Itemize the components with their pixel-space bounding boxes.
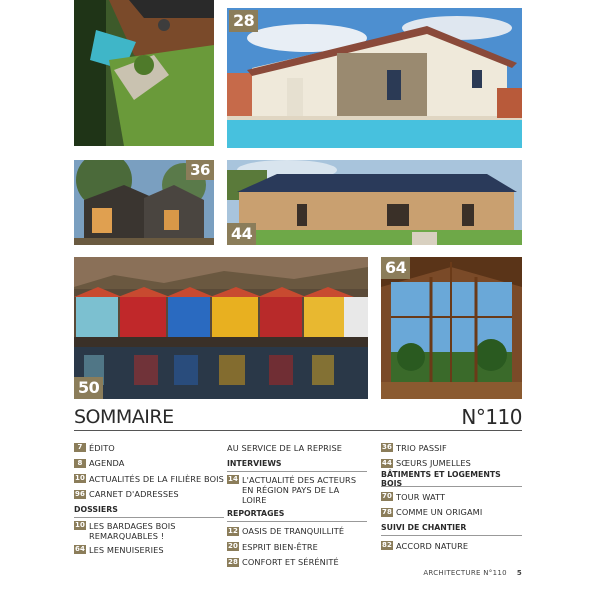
page-number: 96 <box>75 489 85 498</box>
page-number: 70 <box>382 492 392 501</box>
toc-entry[interactable] <box>227 539 367 555</box>
photo-number-badge: 28 <box>229 10 258 32</box>
toc-entry[interactable] <box>227 474 367 506</box>
toc-entry[interactable] <box>74 471 224 487</box>
page-footer <box>423 569 522 577</box>
page-number: 10 <box>75 474 85 483</box>
photo-solar-barn <box>227 160 522 245</box>
toc-label: OASIS DE TRANQUILLITÉ <box>242 526 345 537</box>
footer-publication: ARCHITECTURE N°110 <box>423 569 507 577</box>
page-number: 20 <box>228 542 238 551</box>
page-number: 36 <box>382 443 392 452</box>
section-heading: INTERVIEWS <box>227 456 367 472</box>
toc-label: CARNET D'ADRESSES <box>89 489 179 500</box>
toc-label: AGENDA <box>89 458 125 469</box>
toc-label: ACTUALITÉS DE LA FILIÈRE BOIS <box>89 473 224 484</box>
photo-boathouses <box>74 257 368 399</box>
page-number: 14 <box>228 474 238 483</box>
page-number: 82 <box>382 541 392 550</box>
page-number: 12 <box>228 526 238 535</box>
toc-entry[interactable] <box>227 555 367 571</box>
toc-entry[interactable] <box>74 542 224 558</box>
toc-column-3 <box>381 440 522 554</box>
footer-page-number: 5 <box>516 569 522 577</box>
photo-pool-terrace <box>74 0 214 146</box>
toc-entry[interactable] <box>74 520 224 542</box>
page-number: 7 <box>74 443 86 452</box>
toc-label: ESPRIT BIEN-ÊTRE <box>242 541 318 552</box>
page-number: 10 <box>75 521 85 529</box>
page-number: 64 <box>75 545 85 554</box>
page-number: 28 <box>228 557 238 566</box>
toc-label: TRIO PASSIF <box>396 442 447 453</box>
toc-label: ACCORD NATURE <box>396 540 469 551</box>
section-heading: BÂTIMENTS ET LOGEMENTS BOIS <box>381 471 522 487</box>
section-heading: REPORTAGES <box>227 506 367 522</box>
page-number: 78 <box>382 507 392 516</box>
toc-entry[interactable] <box>74 487 224 503</box>
page-title: SOMMAIRE <box>74 406 174 428</box>
issue-number: N°110 <box>461 405 522 429</box>
toc-label: TOUR WATT <box>396 491 446 502</box>
photo-house-pool <box>227 8 522 148</box>
toc-column-2 <box>227 440 367 570</box>
toc-label: LES BARDAGES BOIS REMARQUABLES ! <box>89 521 176 541</box>
toc-entry[interactable] <box>381 505 522 521</box>
toc-entry[interactable] <box>381 538 522 554</box>
toc-entry[interactable] <box>381 440 522 456</box>
photo-glass-interior <box>381 257 522 399</box>
divider <box>74 430 522 431</box>
toc-column-1 <box>74 440 224 558</box>
toc-label: SŒURS JUMELLES <box>396 458 471 469</box>
toc-entry[interactable] <box>74 456 224 472</box>
photo-number-badge: 50 <box>74 377 103 399</box>
toc-continuation: AU SERVICE DE LA REPRISE <box>227 442 343 453</box>
toc-entry[interactable] <box>74 440 224 456</box>
page-number: 44 <box>382 458 392 467</box>
toc-label: CONFORT ET SÉRÉNITÉ <box>242 557 339 568</box>
page-number: 8 <box>74 459 86 468</box>
section-heading: SUIVI DE CHANTIER <box>381 520 522 536</box>
toc-label: LES MENUISERIES <box>89 544 164 555</box>
toc-label: L'ACTUALITÉ DES ACTEURS EN RÉGION PAYS DE LA LOIRE <box>242 474 357 505</box>
toc-label: ÉDITO <box>89 442 115 453</box>
toc-entry[interactable] <box>381 489 522 505</box>
toc-label: COMME UN ORIGAMI <box>396 507 483 518</box>
photo-dark-house <box>74 160 214 245</box>
section-heading: DOSSIERS <box>74 502 224 518</box>
photo-number-badge: 36 <box>186 160 214 180</box>
photo-number-badge: 44 <box>227 223 256 245</box>
photo-number-badge: 64 <box>381 257 410 279</box>
toc-entry[interactable] <box>227 524 367 540</box>
